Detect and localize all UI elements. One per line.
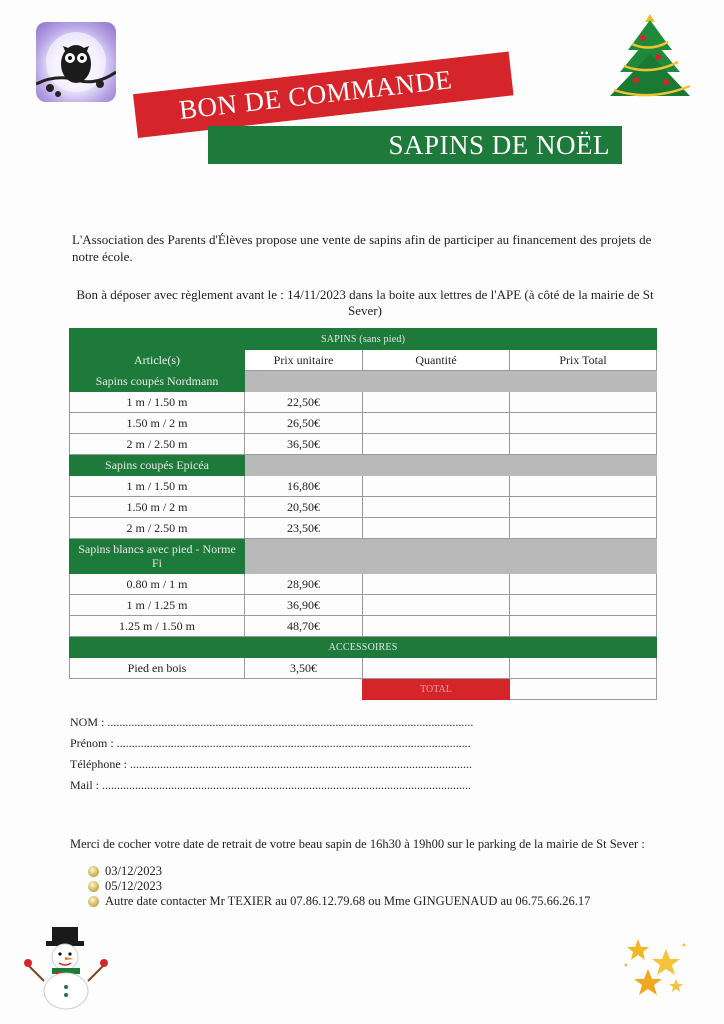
- total-cell[interactable]: [510, 497, 657, 518]
- total-cell[interactable]: [510, 595, 657, 616]
- table-row: [70, 658, 657, 679]
- pickup-option-label: 05/12/2023: [105, 879, 162, 893]
- pickup-option[interactable]: [88, 894, 590, 909]
- section-filler: [245, 371, 657, 392]
- price-cell: 20,50€: [245, 497, 363, 518]
- table-title: SAPINS (sans pied): [70, 329, 657, 350]
- pickup-option-label: 03/12/2023: [105, 864, 162, 878]
- total-cell[interactable]: [510, 658, 657, 679]
- table-row: [70, 434, 657, 455]
- table-row: [70, 497, 657, 518]
- radio-bullet-icon[interactable]: [88, 881, 99, 892]
- pickup-option[interactable]: [88, 864, 590, 879]
- accessories-title: ACCESSOIRES: [70, 637, 657, 658]
- size-cell: 1 m / 1.50 m: [70, 392, 245, 413]
- grand-total-cell[interactable]: [510, 679, 657, 700]
- section-nordmann: Sapins coupés Nordmann: [70, 371, 245, 392]
- pickup-instructions: Merci de cocher votre date de retrait de votre beau sapin de 16h30 à 19h00 sur le parking de la mairie de St Sever :: [70, 837, 645, 851]
- section-sapins-blancs: Sapins blancs avec pied - Norme Fi: [70, 539, 245, 574]
- quantity-cell[interactable]: [363, 658, 510, 679]
- header-total-price: Prix Total: [510, 350, 657, 371]
- pickup-options: [88, 864, 590, 909]
- page-subtitle: SAPINS DE NOËL: [388, 130, 610, 160]
- price-cell: 36,90€: [245, 595, 363, 616]
- price-cell: 3,50€: [245, 658, 363, 679]
- table-row: [70, 413, 657, 434]
- size-cell: 1.25 m / 1.50 m: [70, 616, 245, 637]
- prenom-field[interactable]: Prénom : ......................................................................................................................: [70, 736, 471, 750]
- quantity-cell[interactable]: [363, 413, 510, 434]
- size-cell: 2 m / 2.50 m: [70, 434, 245, 455]
- size-cell: 1.50 m / 2 m: [70, 497, 245, 518]
- deposit-instructions: Bon à déposer avec règlement avant le : 14/11/2023 dans la boite aux lettres de l'APE (à côté de la mairie de St Sever): [76, 287, 654, 318]
- title-banner-green: [208, 126, 622, 164]
- accessory-name: Pied en bois: [70, 658, 245, 679]
- quantity-cell[interactable]: [363, 518, 510, 539]
- section-epicea: Sapins coupés Epicéa: [70, 455, 245, 476]
- size-cell: 1.50 m / 2 m: [70, 413, 245, 434]
- total-cell[interactable]: [510, 574, 657, 595]
- section-filler: [245, 455, 657, 476]
- total-cell[interactable]: [510, 413, 657, 434]
- total-cell[interactable]: [510, 616, 657, 637]
- size-cell: 1 m / 1.50 m: [70, 476, 245, 497]
- table-row: [70, 595, 657, 616]
- quantity-cell[interactable]: [363, 595, 510, 616]
- empty-cell: [70, 679, 245, 700]
- quantity-cell[interactable]: [363, 476, 510, 497]
- price-cell: 16,80€: [245, 476, 363, 497]
- table-row: [70, 476, 657, 497]
- total-cell[interactable]: [510, 392, 657, 413]
- quantity-cell[interactable]: [363, 574, 510, 595]
- size-cell: 2 m / 2.50 m: [70, 518, 245, 539]
- size-cell: 0.80 m / 1 m: [70, 574, 245, 595]
- pickup-option[interactable]: [88, 879, 590, 894]
- quantity-cell[interactable]: [363, 434, 510, 455]
- price-cell: 26,50€: [245, 413, 363, 434]
- telephone-field[interactable]: Téléphone : ..................................................................................................................: [70, 757, 472, 771]
- snowman-icon: [22, 925, 110, 1010]
- page-title: BON DE COMMANDE: [177, 64, 454, 126]
- empty-cell: [245, 679, 363, 700]
- price-cell: 28,90€: [245, 574, 363, 595]
- total-cell[interactable]: [510, 518, 657, 539]
- header-quantity: Quantité: [363, 350, 510, 371]
- quantity-cell[interactable]: [363, 616, 510, 637]
- header-article: Article(s): [70, 350, 245, 371]
- total-cell[interactable]: [510, 476, 657, 497]
- stars-icon: [618, 935, 690, 1003]
- order-table: [69, 328, 657, 700]
- owl-logo-icon: [36, 22, 116, 102]
- total-cell[interactable]: [510, 434, 657, 455]
- price-cell: 23,50€: [245, 518, 363, 539]
- section-filler: [245, 539, 657, 574]
- table-row: [70, 392, 657, 413]
- nom-field[interactable]: NOM : ..........................................................................................................................: [70, 715, 474, 729]
- price-cell: 22,50€: [245, 392, 363, 413]
- mail-field[interactable]: Mail : ...........................................................................................................................: [70, 778, 471, 792]
- header-unit-price: Prix unitaire: [245, 350, 363, 371]
- quantity-cell[interactable]: [363, 497, 510, 518]
- pickup-option-label: Autre date contacter Mr TEXIER au 07.86.12.79.68 ou Mme GINGUENAUD au 06.75.66.26.17: [105, 894, 591, 908]
- size-cell: 1 m / 1.25 m: [70, 595, 245, 616]
- quantity-cell[interactable]: [363, 392, 510, 413]
- price-cell: 36,50€: [245, 434, 363, 455]
- intro-text: L'Association des Parents d'Élèves propose une vente de sapins afin de participer au financement des projets de notre école.: [72, 232, 652, 264]
- contact-form: [70, 712, 520, 796]
- radio-bullet-icon[interactable]: [88, 866, 99, 877]
- table-row: [70, 574, 657, 595]
- table-row: [70, 616, 657, 637]
- christmas-tree-icon: [598, 10, 702, 102]
- total-label: TOTAL: [363, 679, 510, 700]
- radio-bullet-icon[interactable]: [88, 896, 99, 907]
- table-row: [70, 518, 657, 539]
- price-cell: 48,70€: [245, 616, 363, 637]
